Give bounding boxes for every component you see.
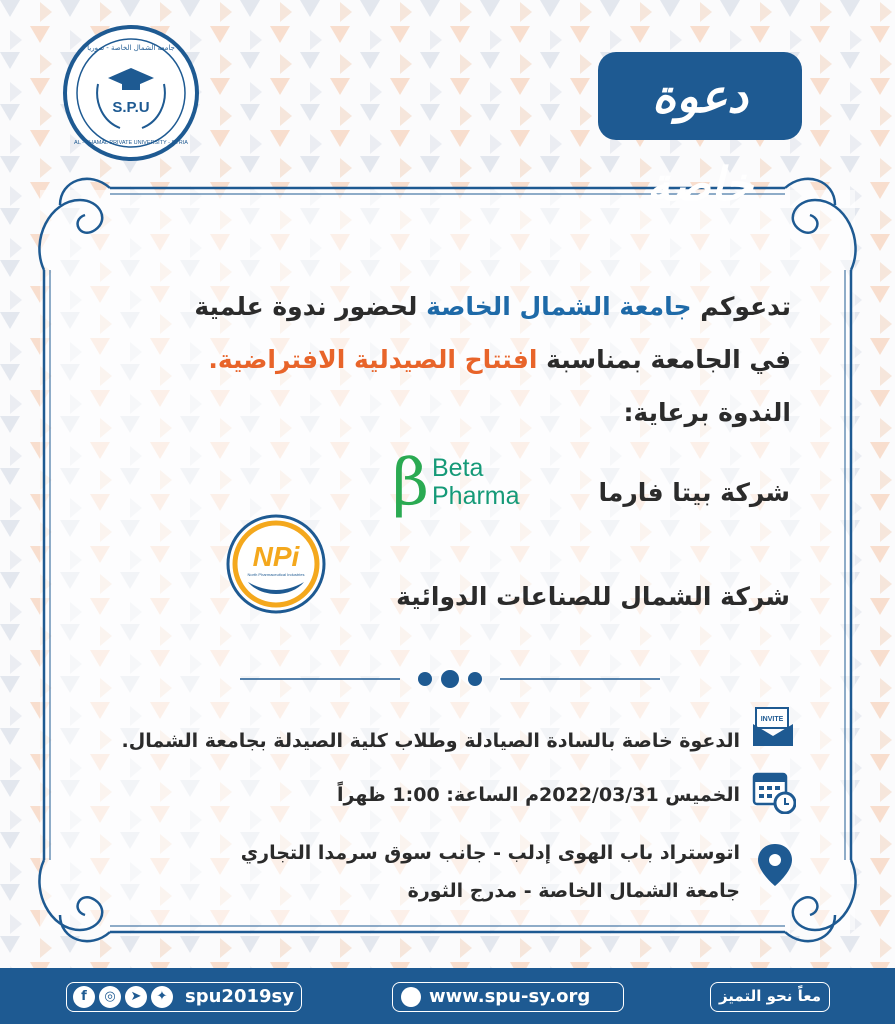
location-pin-icon [752, 842, 798, 888]
website-pill[interactable] [392, 982, 624, 1012]
beta-pharma-logo [392, 446, 542, 520]
university-logo [62, 24, 200, 162]
npi-logo-subtext: North Pharmaceutical Industries [247, 572, 305, 577]
slogan-text: معاً نحو التميز [718, 987, 822, 1005]
social-media-pill[interactable] [66, 982, 302, 1012]
logo-ring-text: جامعة الشمال الخاصة - سوريا [87, 44, 175, 52]
npi-logo-text: NPi [252, 541, 300, 572]
audience-note: الدعوة خاصة بالسادة الصيادلة وطلاب كلية الصيدلة بجامعة الشمال. [121, 730, 740, 752]
invitation-line-2-start: في الجامعة بمناسبة [537, 345, 791, 374]
invitation-line-1 [115, 280, 791, 333]
sponsor-name-beta-pharma: شركة بيتا فارما [598, 478, 790, 507]
invitation-text [115, 280, 791, 439]
event-location [200, 834, 740, 910]
sponsor-name-north-pharma: شركة الشمال للصناعات الدوائية [396, 582, 790, 611]
university-name-highlight: جامعة الشمال الخاصة [426, 292, 692, 321]
social-handle[interactable]: spu2019sy [185, 986, 294, 1007]
footer-bar [0, 968, 895, 1024]
beta-logo-line-1: Beta [432, 454, 484, 482]
invitation-line-1-start: تدعوكم [691, 292, 791, 321]
calendar-clock-icon [750, 768, 796, 814]
instagram-icon[interactable]: ◎ [99, 986, 121, 1008]
telegram-icon[interactable]: ➤ [125, 986, 147, 1008]
location-line-2: جامعة الشمال الخاصة - مدرج الثورة [407, 880, 740, 902]
npi-logo [226, 514, 326, 614]
event-name-highlight: افتتاح الصيدلية الافتراضية. [208, 345, 538, 374]
slogan-pill [710, 982, 830, 1012]
beta-logo-line-2: Pharma [432, 482, 520, 510]
page-title: دعوة خاصة [646, 69, 754, 211]
invitation-line-1-end: لحضور ندوة علمية [194, 292, 427, 321]
sponsorship-heading: الندوة برعاية: [623, 398, 791, 427]
globe-icon [401, 987, 421, 1007]
decorative-divider [240, 664, 660, 694]
website-link[interactable]: www.spu-sy.org [429, 986, 591, 1007]
facebook-icon[interactable]: f [73, 986, 95, 1008]
invitation-line-2 [115, 333, 791, 386]
social-icons [73, 986, 173, 1008]
event-datetime: الخميس 2022/03/31م الساعة: 1:00 ظهراً [337, 784, 740, 806]
logo-ring-text-en: AL - SHAMAL PRIVATE UNIVERSITY - SYRIA [74, 140, 188, 146]
invite-envelope-icon [750, 704, 796, 750]
location-line-1: اتوستراد باب الهوى إدلب - جانب سوق سرمدا التجاري [240, 842, 740, 864]
invite-icon-label: INVITE [760, 716, 784, 723]
title-badge [598, 52, 802, 211]
twitter-icon[interactable]: ✦ [151, 986, 173, 1008]
logo-initials: S.P.U [112, 99, 150, 116]
beta-symbol: β [392, 446, 429, 520]
